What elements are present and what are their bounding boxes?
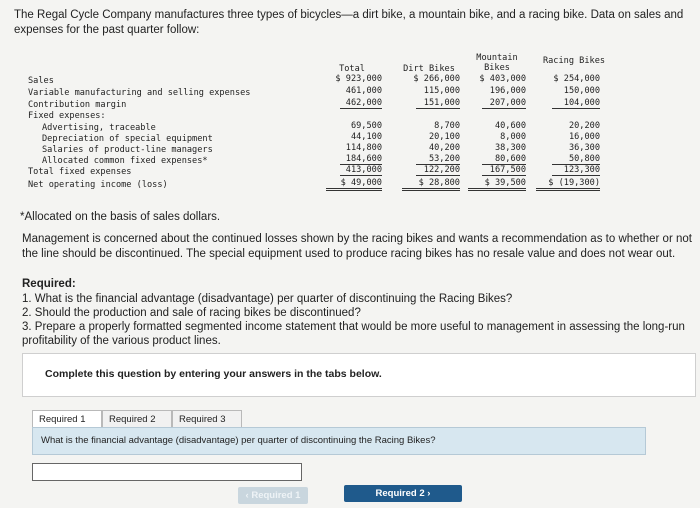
question-bar <box>32 427 646 455</box>
cell-dirt-depreciation: 20,100 <box>428 132 460 142</box>
required-item-1: 1. What is the financial advantage (disadvantage) per quarter of discontinuing the Racing Bikes? <box>22 293 513 305</box>
cell-dirt-total-fixed: 122,200 <box>416 165 460 176</box>
cell-dirt-advertising: 8,700 <box>434 121 460 131</box>
cell-racing-sales: $ 254,000 <box>553 74 600 84</box>
header-racing-bikes: Racing Bikes <box>542 56 606 66</box>
cell-dirt-contribution: 151,000 <box>416 98 460 109</box>
prev-required-button[interactable] <box>238 487 308 504</box>
cell-mountain-sales: $ 403,000 <box>479 74 526 84</box>
next-required-button[interactable] <box>344 485 462 502</box>
cell-total-salaries: 114,800 <box>345 143 382 153</box>
header-mountain-bikes-line2: Bikes <box>484 63 510 73</box>
cell-dirt-sales: $ 266,000 <box>413 74 460 84</box>
next-button-label: Required 2 <box>375 488 425 499</box>
row-label-variable: Variable manufacturing and selling expenses <box>28 88 251 98</box>
income-statement-table <box>28 52 618 192</box>
tab-required-1[interactable]: Required 1 <box>32 410 102 429</box>
cell-racing-net: $ (19,300) <box>536 178 600 191</box>
header-mountain-bikes-line1: Mountain <box>476 53 518 63</box>
cell-racing-salaries: 36,300 <box>568 143 600 153</box>
cell-total-total-fixed: 413,000 <box>340 165 382 176</box>
header-dirt-bikes: Dirt Bikes <box>403 64 455 74</box>
row-label-fixed: Fixed expenses: <box>28 111 106 121</box>
row-label-salaries: Salaries of product-line managers <box>42 145 213 155</box>
problem-intro: The Regal Cycle Company manufactures three types of bicycles—a dirt bike, a mountain bike, and a racing bike. Data on sales and expenses for the past quarter follow: <box>14 9 684 36</box>
required-item-3: 3. Prepare a properly formatted segmented income statement that would be more useful to management in assessing the long-run profitability of the various product lines. <box>22 321 685 347</box>
row-label-contribution: Contribution margin <box>28 100 127 110</box>
header-total: Total <box>339 64 365 74</box>
cell-racing-variable: 150,000 <box>563 86 600 96</box>
management-text: Management is concerned about the continued losses shown by the racing bikes and wants a recommendation as to whether or not the line should be discontinued. The special equipment used to produce racing bikes has no resale value and does not wear out. <box>22 233 692 260</box>
cell-racing-depreciation: 16,000 <box>568 132 600 142</box>
row-label-total-fixed: Total fixed expenses <box>28 167 132 177</box>
cell-mountain-allocated: 80,600 <box>482 154 526 165</box>
cell-total-net: $ 49,000 <box>326 178 382 191</box>
row-label-allocated: Allocated common fixed expenses* <box>42 156 208 166</box>
required-list <box>22 292 694 348</box>
cell-mountain-contribution: 207,000 <box>482 98 526 109</box>
cell-total-variable: 461,000 <box>345 86 382 96</box>
cell-total-sales: $ 923,000 <box>335 74 382 84</box>
cell-total-contribution: 462,000 <box>340 98 382 109</box>
cell-racing-advertising: 20,200 <box>568 121 600 131</box>
tab-required-2[interactable]: Required 2 <box>102 410 172 429</box>
cell-mountain-variable: 196,000 <box>489 86 526 96</box>
cell-dirt-net: $ 28,800 <box>402 178 460 191</box>
cell-dirt-salaries: 40,200 <box>428 143 460 153</box>
cell-mountain-depreciation: 8,000 <box>500 132 526 142</box>
cell-racing-total-fixed: 123,300 <box>552 165 600 176</box>
cell-dirt-variable: 115,000 <box>423 86 460 96</box>
required-item-2: 2. Should the production and sale of racing bikes be discontinued? <box>22 307 361 319</box>
prev-button-label: Required 1 <box>251 490 301 501</box>
tab-required-3[interactable]: Required 3 <box>172 410 242 429</box>
cell-mountain-total-fixed: 167,500 <box>482 165 526 176</box>
answer-input[interactable] <box>32 463 302 481</box>
cell-mountain-advertising: 40,600 <box>494 121 526 131</box>
row-label-net: Net operating income (loss) <box>28 180 168 190</box>
footnote: *Allocated on the basis of sales dollars. <box>20 211 221 223</box>
required-heading: Required: <box>22 278 76 290</box>
cell-total-allocated: 184,600 <box>340 154 382 165</box>
cell-total-advertising: 69,500 <box>350 121 382 131</box>
cell-mountain-net: $ 39,500 <box>468 178 526 191</box>
instructions-text: Complete this question by entering your answers in the tabs below. <box>45 368 382 380</box>
cell-dirt-allocated: 53,200 <box>416 154 460 165</box>
cell-racing-allocated: 50,800 <box>552 154 600 165</box>
instructions-box <box>22 353 696 397</box>
row-label-sales: Sales <box>28 76 54 86</box>
chevron-left-icon: ‹ <box>245 490 252 501</box>
chevron-right-icon: › <box>424 488 431 499</box>
row-label-depreciation: Depreciation of special equipment <box>42 134 213 144</box>
cell-total-depreciation: 44,100 <box>350 132 382 142</box>
cell-mountain-salaries: 38,300 <box>494 143 526 153</box>
row-label-advertising: Advertising, traceable <box>42 123 156 133</box>
question-text: What is the financial advantage (disadvantage) per quarter of discontinuing the Racing Bikes? <box>41 435 436 446</box>
cell-racing-contribution: 104,000 <box>552 98 600 109</box>
